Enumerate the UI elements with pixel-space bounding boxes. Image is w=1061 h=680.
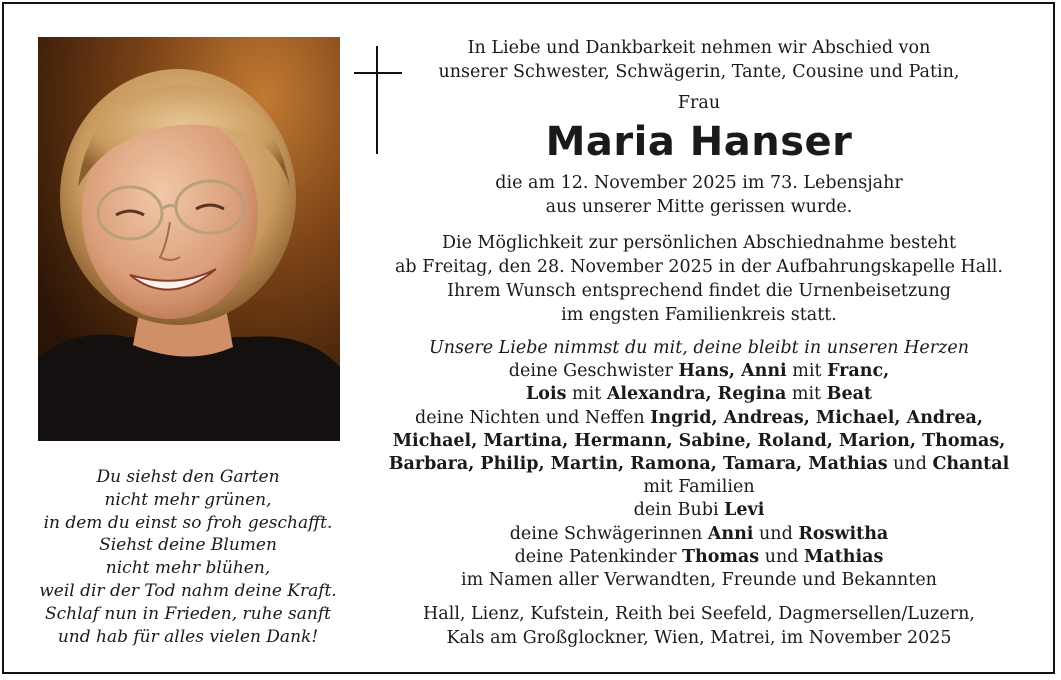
poem-line: weil dir der Tod nahm deine Kraft. (39, 580, 337, 601)
survivors-list (384, 337, 1014, 592)
salutation: Frau (677, 93, 721, 113)
farewell-info-line: Die Möglichkeit zur persönlichen Abschiednahme besteht (442, 233, 956, 253)
farewell-info-line: Ihrem Wunsch entsprechend findet die Urnenbeisetzung (447, 281, 951, 301)
survivors-line: im Namen aller Verwandten, Freunde und Bekannten (461, 570, 937, 591)
poem-line: und hab für alles vielen Dank! (57, 626, 319, 647)
memorial-poem (18, 466, 358, 648)
survivors-line: deine Geschwister Hans, Anni mit Franc, (508, 361, 890, 382)
poem-line: Siehst deine Blumen (99, 535, 277, 556)
survivors-line: Barbara, Philip, Martin, Ramona, Tamara, Mathias und Chantal (388, 454, 1010, 475)
places-line: Kals am Großglockner, Wien, Matrei, im November 2025 (446, 628, 952, 649)
survivors-line: mit Familien (643, 477, 755, 498)
poem-line: Schlaf nun in Frieden, ruhe sanft (45, 603, 331, 624)
death-notice-line: die am 12. November 2025 im 73. Lebensjahr (495, 173, 903, 193)
survivors-line: Michael, Martina, Hermann, Sabine, Roland, Marion, Thomas, (392, 430, 1006, 451)
obituary-text (384, 36, 1014, 650)
deceased-name: Maria Hanser (545, 119, 853, 165)
farewell-info-line: im engsten Familienkreis statt. (561, 305, 837, 325)
poem-line: nicht mehr grünen, (104, 489, 272, 510)
poem-line: nicht mehr blühen, (105, 558, 271, 579)
death-notice-line: aus unserer Mitte gerissen wurde. (545, 197, 853, 217)
intro-line: unserer Schwester, Schwägerin, Tante, Cousine und Patin, (438, 62, 960, 82)
survivors-line: Lois mit Alexandra, Regina mit Beat (525, 384, 873, 405)
survivors-line: deine Nichten und Neffen Ingrid, Andreas, Michael, Andrea, (415, 407, 983, 428)
intro-line: In Liebe und Dankbarkeit nehmen wir Abschied von (467, 38, 931, 58)
poem-line: Du siehst den Garten (96, 467, 280, 487)
poem-line: in dem du einst so froh geschafft. (43, 512, 333, 533)
survivors-line: deine Schwägerinnen Anni und Roswitha (509, 523, 889, 544)
survivors-line: deine Patenkinder Thomas und Mathias (514, 546, 884, 567)
memorial-quote: Unsere Liebe nimmst du mit, deine bleibt in unseren Herzen (429, 338, 969, 358)
places-line: Hall, Lienz, Kufstein, Reith bei Seefeld, Dagmersellen/Luzern, (423, 604, 975, 625)
survivors-line: dein Bubi Levi (633, 500, 765, 521)
farewell-info-line: ab Freitag, den 28. November 2025 in der Aufbahrungskapelle Hall. (395, 257, 1003, 277)
portrait-photo (38, 37, 340, 441)
